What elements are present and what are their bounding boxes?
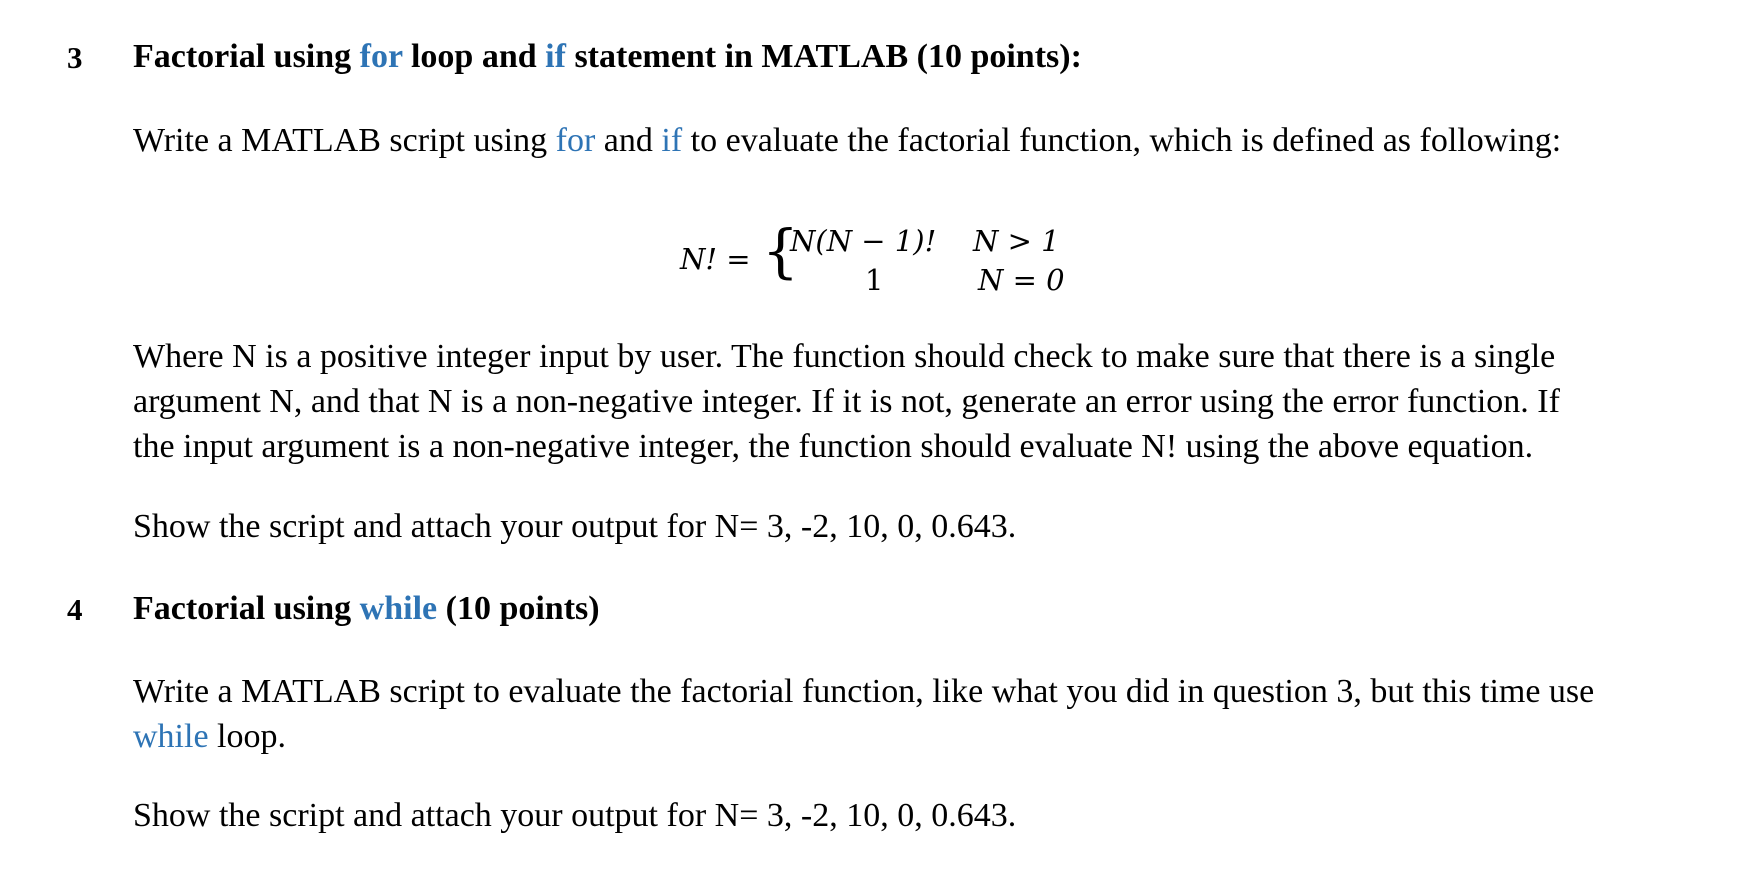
intro-text: loop. <box>208 718 286 755</box>
equation-case1-expr: N(N − 1)! <box>790 224 937 258</box>
equation-brace: { <box>762 217 799 285</box>
keyword-for: for <box>555 122 596 159</box>
keyword-if: if <box>661 122 683 159</box>
heading-text: Factorial using <box>133 590 360 627</box>
question-4-number: 4 <box>67 592 83 627</box>
intro-line: Write a MATLAB script to evaluate the factorial function, like what you did in question 3, but this time use <box>133 673 1595 710</box>
equation-case1-cond: N > 1 <box>973 224 1060 258</box>
question-3-intro <box>133 118 1561 163</box>
heading-text: loop and <box>402 38 546 75</box>
heading-text: Factorial using <box>133 38 360 75</box>
question-3-description <box>133 334 1560 469</box>
keyword-if: if <box>545 38 566 75</box>
intro-text: to evaluate the factorial function, which is defined as following: <box>682 122 1562 159</box>
equation-case2-cond: N = 0 <box>978 263 1065 297</box>
keyword-while: while <box>133 718 209 755</box>
question-3-number: 3 <box>67 40 83 75</box>
keyword-while: while <box>359 590 438 627</box>
question-3-heading <box>133 38 1082 76</box>
question-4-show: Show the script and attach your output for N= 3, -2, 10, 0, 0.643. <box>133 797 1017 834</box>
question-4-heading <box>133 590 600 628</box>
question-3-show: Show the script and attach your output for N= 3, -2, 10, 0, 0.643. <box>133 508 1017 545</box>
intro-line <box>133 714 1594 759</box>
equation-lhs: N! = <box>680 242 751 276</box>
keyword-for: for <box>359 38 403 75</box>
question-4-intro <box>133 669 1594 759</box>
heading-text: (10 points) <box>437 590 600 627</box>
description-line: argument N, and that N is a non-negative integer. If it is not, generate an error using the error function. If <box>133 383 1560 420</box>
heading-text: statement in MATLAB (10 points): <box>565 38 1082 75</box>
description-line: the input argument is a non-negative integer, the function should evaluate N! using the above equation. <box>133 428 1534 465</box>
intro-text: and <box>595 122 662 159</box>
intro-text: Write a MATLAB script using <box>133 122 556 159</box>
description-line: Where N is a positive integer input by user. The function should check to make sure that there is a single <box>133 338 1556 375</box>
equation-case2-expr: 1 <box>865 263 884 297</box>
